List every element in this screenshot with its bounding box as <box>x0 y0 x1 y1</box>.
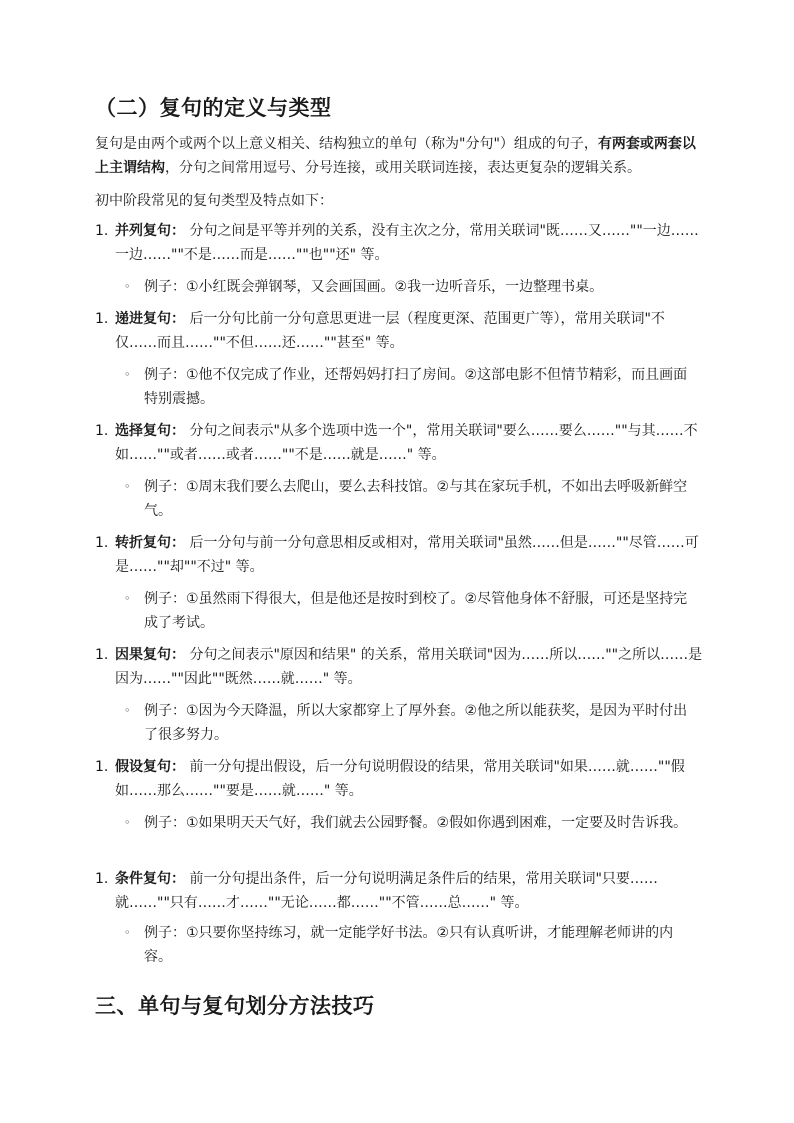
list-term: 并列复句： <box>115 223 185 239</box>
list-number: 1. <box>95 759 109 775</box>
list-item <box>95 307 705 355</box>
list-number: 1. <box>95 871 109 887</box>
intro-text-2: ，分句之间常用逗号、分号连接，或用关联词连接，表达更复杂的逻辑关系。 <box>165 160 641 176</box>
list-number: 1. <box>95 223 109 239</box>
example-label: 例子： <box>144 703 186 719</box>
example-label: 例子： <box>144 367 186 383</box>
list-number: 1. <box>95 535 109 551</box>
list-term: 条件复句： <box>115 871 185 887</box>
list-number: 1. <box>95 423 109 439</box>
list-term: 转折复句： <box>115 535 185 551</box>
list-desc: 分句之间表示"从多个选项中选一个"，常用关联词"要么……要么……""与其……不如……""或者……或者……""不是……就是……" 等。 <box>115 423 698 463</box>
example-label: 例子： <box>144 591 186 607</box>
intro-paragraph-2: 初中阶段常见的复句类型及特点如下： <box>95 193 333 209</box>
example-item <box>120 475 700 523</box>
bullet-icon: ◦ <box>124 704 131 717</box>
section-title: （二）复句的定义与类型 <box>95 96 332 120</box>
example-text: ①因为今天降温，所以大家都穿上了厚外套。②他之所以能获奖，是因为平时付出了很多努力。 <box>144 703 688 743</box>
list-number: 1. <box>95 311 109 327</box>
example-label: 例子： <box>144 925 186 941</box>
bullet-icon: ◦ <box>124 816 131 829</box>
bullet-icon: ◦ <box>124 280 131 293</box>
example-text: ①只要你坚持练习，就一定能学好书法。②只有认真听讲，才能理解老师讲的内容。 <box>144 925 674 965</box>
example-label: 例子： <box>144 815 186 831</box>
intro-bold-text: 有两套或两套以上主谓结构 <box>95 136 696 176</box>
list-item <box>95 219 705 267</box>
list-item <box>95 755 705 803</box>
list-desc: 后一分句比前一分句意思更进一层（程度更深、范围更广等），常用关联词"不仅……而且……""不但……还……""甚至" 等。 <box>115 311 665 351</box>
intro-paragraph <box>95 132 705 180</box>
example-item <box>120 587 700 635</box>
list-item <box>95 867 705 915</box>
list-item <box>95 419 705 467</box>
list-desc: 前一分句提出条件，后一分句说明满足条件后的结果，常用关联词"只要……就……""只有……才……""无论……都……""不管……总……" 等。 <box>115 871 658 911</box>
example-text: ①小红既会弹钢琴，又会画国画。②我一边听音乐，一边整理书桌。 <box>186 279 604 295</box>
next-section-title: 三、单句与复句划分方法技巧 <box>95 994 375 1018</box>
example-text: ①虽然雨下得很大，但是他还是按时到校了。②尽管他身体不舒服，可还是坚持完成了考试。 <box>144 591 688 631</box>
example-text: ①周末我们要么去爬山，要么去科技馆。②与其在家玩手机，不如出去呼吸新鲜空气。 <box>144 479 688 519</box>
list-desc: 分句之间是平等并列的关系，没有主次之分，常用关联词"既……又……""一边……一边……""不是……而是……""也""还" 等。 <box>115 223 699 263</box>
bullet-icon: ◦ <box>124 592 131 605</box>
list-term: 假设复句： <box>115 759 185 775</box>
list-term: 因果复句： <box>115 647 185 663</box>
example-label: 例子： <box>144 479 186 495</box>
list-desc: 后一分句与前一分句意思相反或相对，常用关联词"虽然……但是……""尽管……可是……""却""不过" 等。 <box>115 535 699 575</box>
example-item <box>120 275 700 299</box>
bullet-icon: ◦ <box>124 480 131 493</box>
example-item <box>120 363 700 411</box>
list-number: 1. <box>95 647 109 663</box>
example-item <box>120 921 700 969</box>
intro-text-1: 复句是由两个或两个以上意义相关、结构独立的单句（称为"分句"）组成的句子， <box>95 136 598 152</box>
list-desc: 分句之间表示"原因和结果" 的关系，常用关联词"因为……所以……""之所以……是因为……""因此""既然……就……" 等。 <box>115 647 703 687</box>
example-item <box>120 699 700 747</box>
list-desc: 前一分句提出假设，后一分句说明假设的结果，常用关联词"如果……就……""假如……那么……""要是……就……" 等。 <box>115 759 685 799</box>
bullet-icon: ◦ <box>124 368 131 381</box>
example-label: 例子： <box>144 279 186 295</box>
example-item <box>120 811 700 835</box>
list-item <box>95 531 705 579</box>
bullet-icon: ◦ <box>124 926 131 939</box>
list-term: 选择复句： <box>115 423 185 439</box>
example-text: ①如果明天天气好，我们就去公园野餐。②假如你遇到困难，一定要及时告诉我。 <box>186 815 688 831</box>
list-term: 递进复句： <box>115 311 185 327</box>
list-item <box>95 643 705 691</box>
example-text: ①他不仅完成了作业，还帮妈妈打扫了房间。②这部电影不但情节精彩，而且画面特别震撼。 <box>144 367 688 407</box>
